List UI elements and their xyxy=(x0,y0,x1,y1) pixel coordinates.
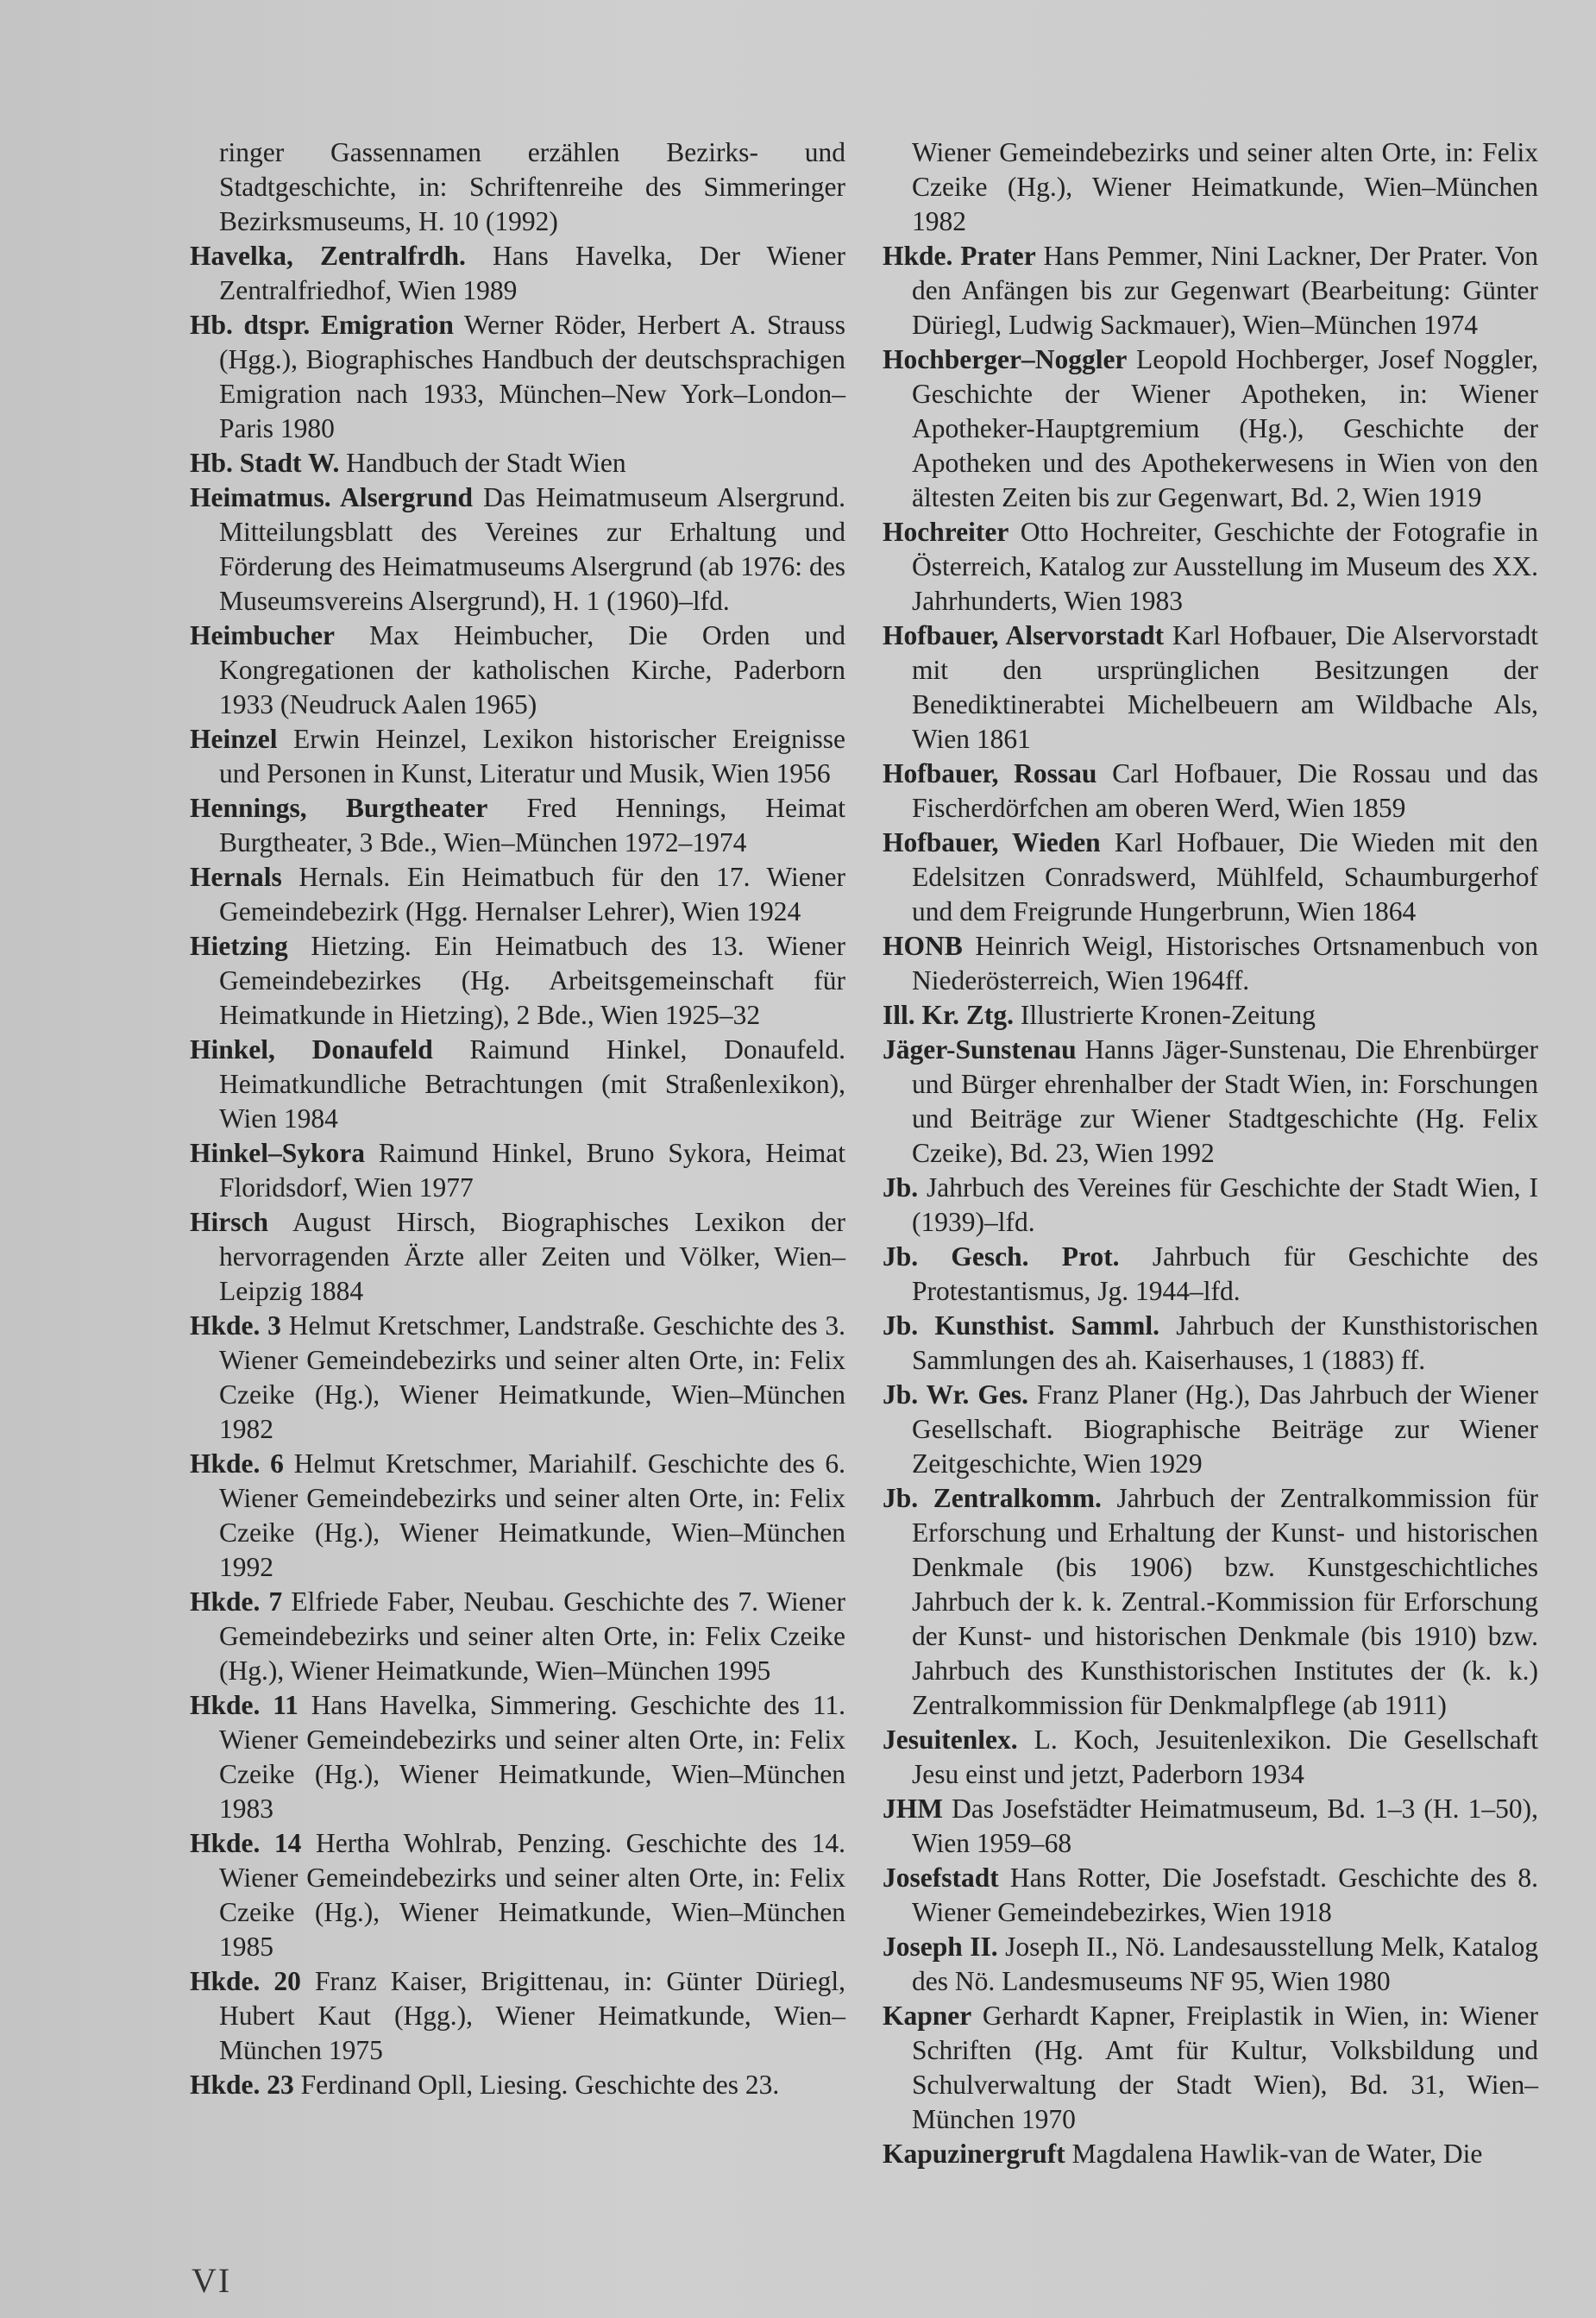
bibliography-entry xyxy=(190,1205,845,1309)
entry-text: L. Koch, Jesuitenlexikon. Die Gesellschaft Jesu einst und jetzt, Paderborn 1934 xyxy=(912,1724,1538,1789)
entry-abbreviation: Kapner xyxy=(883,2001,972,2031)
entry-text: Otto Hochreiter, Geschichte der Fotografie in Österreich, Katalog zur Ausstellung im Museum des XX. Jahrhunderts, Wien 1983 xyxy=(912,517,1539,616)
entry-abbreviation: Jb. Wr. Ges. xyxy=(883,1379,1029,1410)
bibliography-entry xyxy=(190,1826,845,1964)
entry-abbreviation: Hinkel–Sykora xyxy=(190,1138,366,1168)
entry-text: Hans Havelka, Simmering. Geschichte des 11. Wiener Gemeindebezirks und seiner alten Orte, in: Felix Czeike (Hg.), Wiener Heimatkunde, Wien–München 1983 xyxy=(219,1690,846,1824)
bibliography-entry xyxy=(190,1033,845,1136)
entry-abbreviation: Jb. xyxy=(883,1172,919,1203)
entry-abbreviation: Hennings, Burgtheater xyxy=(190,793,488,823)
bibliography-entry xyxy=(883,1033,1538,1171)
bibliography-entry xyxy=(883,1861,1538,1930)
entry-abbreviation: Hernals xyxy=(190,862,282,892)
entry-abbreviation: Joseph II. xyxy=(883,1932,998,1962)
bibliography-entry xyxy=(883,515,1538,619)
entry-abbreviation: Ill. Kr. Ztg. xyxy=(883,1000,1014,1030)
bibliography-entry xyxy=(190,860,845,929)
entry-abbreviation: Hkde. Prater xyxy=(883,241,1036,271)
bibliography-entry xyxy=(190,1585,845,1688)
entry-continuation xyxy=(190,135,845,239)
entry-text: Das Heimatmuseum Alsergrund. Mitteilungsblatt des Vereines zur Erhaltung und Förderung des Heimatmuseums Alsergrund (ab 1976: des Museumsvereins Alsergrund), H. 1 (1960)–lfd. xyxy=(219,482,845,616)
bibliography-entry xyxy=(883,1792,1538,1861)
entry-text: Helmut Kretschmer, Landstraße. Geschichte des 3. Wiener Gemeindebezirks und seiner alten Orte, in: Felix Czeike (Hg.), Wiener Heimatkunde, Wien–München 1982 xyxy=(219,1310,845,1444)
entry-text: ringer Gassennamen erzählen Bezirks- und Stadtgeschichte, in: Schriftenreihe des Simmeringer Bezirksmuseums, H. 10 (1992) xyxy=(219,137,845,236)
entry-abbreviation: Hkde. 14 xyxy=(190,1828,302,1858)
entry-text: Hietzing. Ein Heimatbuch des 13. Wiener Gemeindebezirkes (Hg. Arbeitsgemeinschaft für Heimatkunde in Hietzing), 2 Bde., Wien 1925–32 xyxy=(219,931,845,1030)
entry-abbreviation: Hb. Stadt W. xyxy=(190,448,340,478)
entry-abbreviation: Hinkel, Donaufeld xyxy=(190,1034,433,1065)
entry-text: Jahrbuch des Vereines für Geschichte der Stadt Wien, I (1939)–lfd. xyxy=(912,1172,1538,1237)
entry-continuation xyxy=(883,135,1538,239)
entry-text: Franz Planer (Hg.), Das Jahrbuch der Wiener Gesellschaft. Biographische Beiträge zur Wiener Zeitgeschichte, Wien 1929 xyxy=(912,1379,1538,1479)
entry-abbreviation: Kapuzinergruft xyxy=(883,2139,1065,2169)
bibliography-entry xyxy=(190,2068,845,2102)
bibliography-entry xyxy=(190,446,845,481)
entry-text: August Hirsch, Biographisches Lexikon der hervorragenden Ärzte aller Zeiten und Völker, Wien–Leipzig 1884 xyxy=(219,1207,845,1306)
entry-abbreviation: Hofbauer, Alservorstadt xyxy=(883,620,1165,650)
entry-text: Hertha Wohlrab, Penzing. Geschichte des 14. Wiener Gemeindebezirks und seiner alten Orte, in: Felix Czeike (Hg.), Wiener Heimatkunde, Wien–München 1985 xyxy=(219,1828,845,1962)
entry-text: Gerhardt Kapner, Freiplastik in Wien, in: Wiener Schriften (Hg. Amt für Kultur, Volksbildung und Schulverwaltung der Stadt Wien), Bd. 31, Wien–München 1970 xyxy=(912,2001,1538,2134)
entry-text: Carl Hofbauer, Die Rossau und das Fischerdörfchen am oberen Werd, Wien 1859 xyxy=(912,758,1538,823)
bibliography-entry xyxy=(883,826,1538,929)
entry-abbreviation: Hochreiter xyxy=(883,517,1009,547)
bibliography-entry xyxy=(883,1240,1538,1309)
entry-abbreviation: Jb. Zentralkomm. xyxy=(883,1483,1102,1513)
bibliography-entry xyxy=(883,1378,1538,1481)
entry-text: Fred Hennings, Heimat Burgtheater, 3 Bde., Wien–München 1972–1974 xyxy=(219,793,845,857)
bibliography-entry xyxy=(883,1481,1538,1723)
entry-text: Heinrich Weigl, Historisches Ortsnamenbuch von Niederösterreich, Wien 1964ff. xyxy=(912,931,1538,996)
entry-abbreviation: Hkde. 11 xyxy=(190,1690,298,1720)
bibliography-entry xyxy=(190,1309,845,1447)
bibliography-entry xyxy=(190,1136,845,1205)
bibliography-entry xyxy=(190,1964,845,2068)
entry-abbreviation: Hofbauer, Rossau xyxy=(883,758,1097,788)
bibliography-entry xyxy=(190,1447,845,1585)
bibliography-entry xyxy=(190,1688,845,1826)
bibliography-entry xyxy=(883,757,1538,826)
entry-abbreviation: Hietzing xyxy=(190,931,288,961)
entry-abbreviation: Hirsch xyxy=(190,1207,268,1237)
entry-abbreviation: Hkde. 6 xyxy=(190,1448,284,1479)
bibliography-entry xyxy=(883,929,1538,998)
right-column xyxy=(883,135,1538,2171)
entry-text: Hans Pemmer, Nini Lackner, Der Prater. Von den Anfängen bis zur Gegenwart (Bearbeitung: Günter Düriegl, Ludwig Sackmauer), Wien–München 1974 xyxy=(912,241,1538,340)
entry-abbreviation: Hb. dtspr. Emigration xyxy=(190,310,454,340)
entry-abbreviation: Hochberger–Noggler xyxy=(883,344,1128,374)
left-column xyxy=(190,135,845,2102)
bibliography-entry xyxy=(883,619,1538,757)
entry-abbreviation: Hkde. 7 xyxy=(190,1586,283,1617)
page-number: VI xyxy=(192,2261,232,2300)
entry-text: Hanns Jäger-Sunstenau, Die Ehrenbürger und Bürger ehrenhalber der Stadt Wien, in: Forschungen und Beiträge zur Wiener Stadtgeschichte (Hg. Felix Czeike), Bd. 23, Wien 1992 xyxy=(912,1034,1538,1168)
entry-text: Max Heimbucher, Die Orden und Kongregationen der katholischen Kirche, Paderborn 1933 (Neudruck Aalen 1965) xyxy=(219,620,845,719)
entry-abbreviation: Hkde. 20 xyxy=(190,1966,301,1996)
entry-text: Hernals. Ein Heimatbuch für den 17. Wiener Gemeindebezirk (Hgg. Hernalser Lehrer), Wien 1924 xyxy=(219,862,846,927)
entry-abbreviation: Jb. Gesch. Prot. xyxy=(883,1241,1120,1272)
entry-text: Wiener Gemeindebezirks und seiner alten Orte, in: Felix Czeike (Hg.), Wiener Heimatkunde, Wien–München 1982 xyxy=(912,137,1538,236)
entry-abbreviation: Heimatmus. Alsergrund xyxy=(190,482,473,512)
bibliography-entry xyxy=(883,342,1538,515)
entry-abbreviation: Jäger-Sunstenau xyxy=(883,1034,1077,1065)
entry-text: Werner Röder, Herbert A. Strauss (Hgg.), Biographisches Handbuch der deutschsprachigen Emigration nach 1933, München–New York–London–Paris 1980 xyxy=(219,310,846,443)
bibliography-entry xyxy=(883,1309,1538,1378)
entry-text: Jahrbuch der Kunsthistorischen Sammlungen des ah. Kaiserhauses, 1 (1883) ff. xyxy=(912,1310,1539,1375)
entry-text: Jahrbuch für Geschichte des Protestantismus, Jg. 1944–lfd. xyxy=(912,1241,1538,1306)
bibliography-entry xyxy=(883,1999,1538,2137)
entry-abbreviation: Hkde. 3 xyxy=(190,1310,281,1341)
entry-text: Das Josefstädter Heimatmuseum, Bd. 1–3 (H. 1–50), Wien 1959–68 xyxy=(912,1793,1539,1858)
bibliography-entry xyxy=(190,929,845,1033)
entry-abbreviation: Jesuitenlex. xyxy=(883,1724,1018,1755)
bibliography-entry xyxy=(883,2137,1538,2171)
bibliography-entry xyxy=(190,308,845,446)
bibliography-entry xyxy=(883,1171,1538,1240)
entry-text: Magdalena Hawlik-van de Water, Die xyxy=(1071,2139,1483,2169)
bibliography-entry xyxy=(190,481,845,619)
entry-abbreviation: Heinzel xyxy=(190,724,278,754)
bibliography-entry xyxy=(883,239,1538,342)
entry-text: Elfriede Faber, Neubau. Geschichte des 7. Wiener Gemeindebezirks und seiner alten Orte, in: Felix Czeike (Hg.), Wiener Heimatkunde, Wien–München 1995 xyxy=(219,1586,845,1686)
entry-text: Handbuch der Stadt Wien xyxy=(346,448,626,478)
entry-text: Karl Hofbauer, Die Alservorstadt mit den ursprünglichen Besitzungen der Benediktinerabtei Michelbeuern am Wildbache Als, Wien 1861 xyxy=(912,620,1539,754)
bibliography-entry xyxy=(190,619,845,722)
entry-text: Karl Hofbauer, Die Wieden mit den Edelsitzen Conradswerd, Mühlfeld, Schaumburgerhof und dem Freigrunde Hungerbrunn, Wien 1864 xyxy=(912,827,1539,927)
bibliography-entry xyxy=(190,722,845,791)
bibliography-entry xyxy=(190,791,845,860)
entry-text: Franz Kaiser, Brigittenau, in: Günter Düriegl, Hubert Kaut (Hgg.), Wiener Heimatkunde, Wien–München 1975 xyxy=(219,1966,846,2065)
entry-text: Joseph II., Nö. Landesausstellung Melk, Katalog des Nö. Landesmuseums NF 95, Wien 1980 xyxy=(912,1932,1538,1996)
entry-abbreviation: Havelka, Zentralfrdh. xyxy=(190,241,466,271)
entry-text: Helmut Kretschmer, Mariahilf. Geschichte des 6. Wiener Gemeindebezirks und seiner alten Orte, in: Felix Czeike (Hg.), Wiener Heimatkunde, Wien–München 1992 xyxy=(219,1448,845,1582)
bibliography-entry xyxy=(190,239,845,308)
entry-abbreviation: Hkde. 23 xyxy=(190,2070,294,2100)
entry-text: Leopold Hochberger, Josef Noggler, Geschichte der Wiener Apotheken, in: Wiener Apotheker-Hauptgremium (Hg.), Geschichte der Apotheken und des Apothekerwesens in Wien von den ältesten Zeiten bis zur Gegenwart, Bd. 2, Wien 1919 xyxy=(912,344,1538,512)
entry-abbreviation: Josefstadt xyxy=(883,1863,999,1893)
bibliography-entry xyxy=(883,1930,1538,1999)
entry-abbreviation: Hofbauer, Wieden xyxy=(883,827,1101,857)
bibliography-entry xyxy=(883,1723,1538,1792)
entry-text: Erwin Heinzel, Lexikon historischer Ereignisse und Personen in Kunst, Literatur und Musik, Wien 1956 xyxy=(219,724,845,788)
entry-text: Raimund Hinkel, Bruno Sykora, Heimat Floridsdorf, Wien 1977 xyxy=(219,1138,846,1203)
entry-abbreviation: HONB xyxy=(883,931,963,961)
entry-text: Illustrierte Kronen-Zeitung xyxy=(1020,1000,1316,1030)
entry-text: Raimund Hinkel, Donaufeld. Heimatkundliche Betrachtungen (mit Straßenlexikon), Wien 1984 xyxy=(219,1034,845,1134)
entry-text: Hans Havelka, Der Wiener Zentralfriedhof, Wien 1989 xyxy=(219,241,845,305)
bibliography-entry xyxy=(883,998,1538,1033)
entry-abbreviation: JHM xyxy=(883,1793,943,1824)
entry-abbreviation: Jb. Kunsthist. Samml. xyxy=(883,1310,1160,1341)
entry-text: Ferdinand Opll, Liesing. Geschichte des 23. xyxy=(300,2070,780,2100)
entry-abbreviation: Heimbucher xyxy=(190,620,335,650)
entry-text: Jahrbuch der Zentralkommission für Erforschung und Erhaltung der Kunst- und historischen Denkmale (bis 1906) bzw. Kunstgeschichtliches Jahrbuch der k. k. Zentral.-Kommission für Erforschung der Kunst- und historischen Denkmale (bis 1910) bzw. Jahrbuch des Kunsthistorischen Institutes der (k. k.) Zentralkommission für Denkmalpflege (ab 1911) xyxy=(912,1483,1538,1720)
entry-text: Hans Rotter, Die Josefstadt. Geschichte des 8. Wiener Gemeindebezirkes, Wien 1918 xyxy=(912,1863,1539,1927)
